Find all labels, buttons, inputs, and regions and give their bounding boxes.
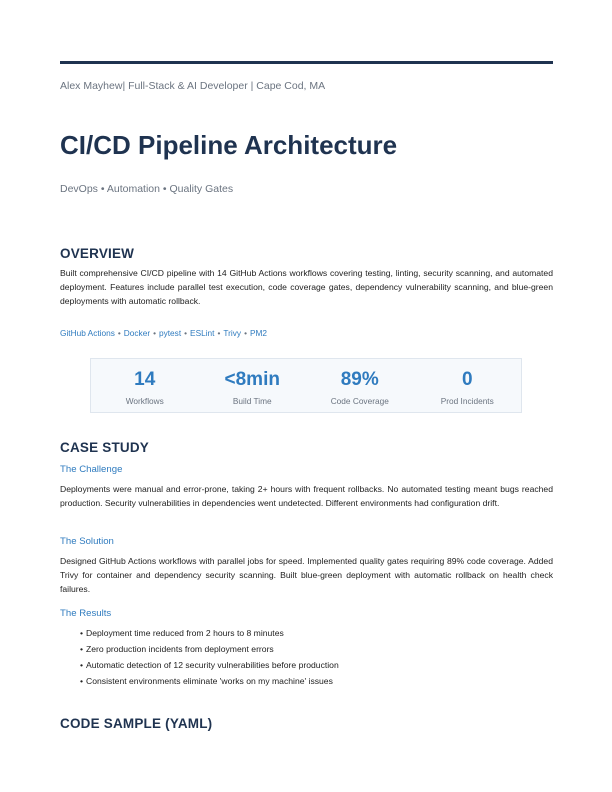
- results-subheading: The Results: [60, 608, 112, 619]
- tag-item: pytest: [158, 328, 182, 338]
- tag-item: ESLint: [190, 328, 215, 338]
- page-title: CI/CD Pipeline Architecture: [60, 130, 398, 160]
- tag-separator: •: [117, 328, 121, 338]
- list-item: • Automatic detection of 12 security vulnerabilities before production: [80, 658, 339, 674]
- top-divider: [60, 61, 553, 64]
- tag-separator: •: [244, 328, 247, 338]
- metric-label: Prod Incidents: [440, 396, 494, 406]
- overview-heading: OVERVIEW: [60, 246, 135, 261]
- overview-paragraph: Built comprehensive CI/CD pipeline with 14 GitHub Actions workflows covering testing, linting, security scanning, and automated deployment. Features include parallel test execution, code coverage gates, dependency vulnerability scanning, and blue-green deployments with automatic rollback.: [60, 268, 553, 306]
- metrics-panel: [90, 358, 522, 413]
- technology-tags: [60, 328, 267, 338]
- list-item: • Consistent environments eliminate 'works on my machine' issues: [80, 674, 339, 690]
- solution-subheading: The Solution: [60, 536, 114, 547]
- metric-label: Workflows: [125, 396, 164, 406]
- metric-value: 0: [461, 369, 473, 390]
- code-sample-heading: CODE SAMPLE (YAML): [60, 716, 213, 731]
- challenge-subheading: The Challenge: [60, 464, 123, 475]
- case-study-heading: CASE STUDY: [60, 440, 150, 455]
- metric-prod-incidents: [414, 359, 522, 412]
- tag-item: Trivy: [223, 328, 242, 338]
- metric-code-coverage: [306, 359, 414, 412]
- tag-separator: •: [217, 328, 221, 338]
- solution-paragraph: Designed GitHub Actions workflows with parallel jobs for speed. Implemented quality gates requiring 89% code coverage. Added Trivy for container and dependency security scanning. Built blue-green deployment with automatic rollback on health check failures.: [60, 556, 553, 594]
- challenge-paragraph: Deployments were manual and error-prone, taking 2+ hours with frequent rollbacks. No automated testing meant bugs reached production. Security vulnerabilities in dependencies went undetected. Different environments had configuration drift.: [60, 484, 553, 508]
- results-list: [80, 626, 339, 690]
- list-item: • Deployment time reduced from 2 hours to 8 minutes: [80, 626, 339, 642]
- metric-label: Code Coverage: [330, 396, 389, 406]
- metric-value: <8min: [224, 369, 280, 390]
- tag-item: PM2: [249, 328, 268, 338]
- list-item: • Zero production incidents from deployment errors: [80, 642, 339, 658]
- metric-value: 14: [134, 369, 156, 390]
- tag-separator: •: [153, 328, 156, 338]
- tag-item: GitHub Actions: [60, 328, 115, 338]
- page-subtitle: DevOps • Automation • Quality Gates: [60, 183, 234, 195]
- metric-workflows: [91, 359, 199, 412]
- metric-build-time: [199, 359, 307, 412]
- metric-value: 89%: [340, 369, 379, 390]
- tag-separator: •: [184, 328, 188, 338]
- metric-label: Build Time: [232, 396, 272, 406]
- tag-item: Docker: [123, 328, 151, 338]
- author-byline: Alex Mayhew| Full-Stack & AI Developer | Cape Cod, MA: [60, 80, 326, 92]
